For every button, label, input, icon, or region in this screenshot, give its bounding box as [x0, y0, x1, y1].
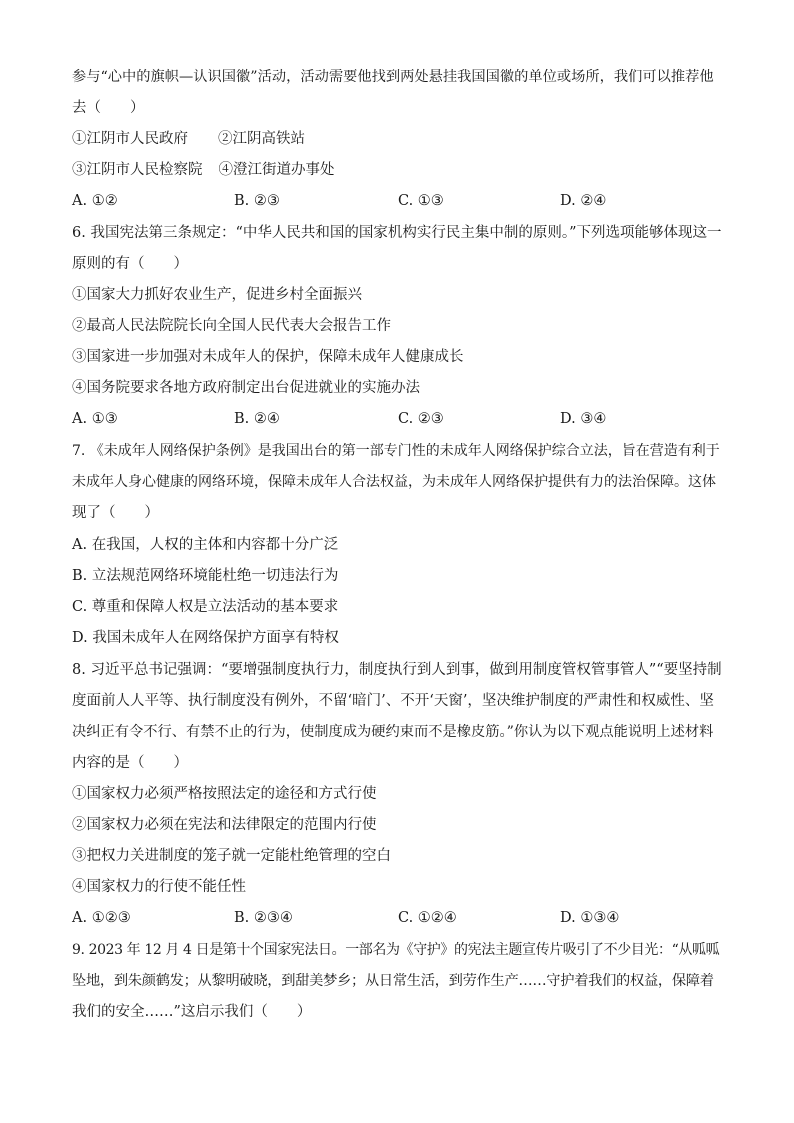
- q5-option-b: B. ②③: [234, 193, 280, 209]
- q5-option-a: A. ①②: [72, 193, 118, 209]
- q9-stem-line-3: 我们的安全……”这启示我们（ ）: [72, 1004, 312, 1020]
- q5-options: [72, 191, 732, 211]
- q6-item-4: ④国务院要求各地方政府制定出台促进就业的实施办法: [72, 380, 420, 396]
- q5-items-line-1: [72, 129, 722, 149]
- q8-stem-line-4: 内容的是（ ）: [72, 755, 188, 771]
- q8-item-4: ④国家权力的行使不能任性: [72, 879, 246, 895]
- q6-item-3: ③国家进一步加强对未成年人的保护，保障未成年人健康成长: [72, 349, 464, 365]
- q8-stem-line-2: 度面前人人平等、执行制度没有例外，不留‘暗门’、不开‘天窗’，坚决维护制度的严肃性和权威性、坚: [72, 693, 714, 709]
- q5-stem-line-2: 去（ ）: [72, 100, 145, 116]
- q5-option-c: C. ①③: [398, 193, 444, 209]
- q7-choice-d: D. 我国未成年人在网络保护方面享有特权: [72, 630, 339, 646]
- q8-option-c: C. ①②④: [398, 910, 457, 926]
- q7-choice-c: C. 尊重和保障人权是立法活动的基本要求: [72, 599, 339, 615]
- q7-stem-line-2: 未成年人身心健康的网络环境，保障未成年人合法权益，为未成年人网络保护提供有力的法治保障。这体: [72, 474, 716, 490]
- q6-option-d: D. ③④: [560, 411, 607, 427]
- q5-stem-line-1: 参与“心中的旗帜—认识国徽”活动，活动需要他找到两处悬挂我国国徽的单位或场所，我们可以推荐他: [72, 69, 714, 85]
- q9-stem-line-2: 坠地，到朱颜鹤发；从黎明破晓，到甜美梦乡；从日常生活，到劳作生产……守护着我们的权益，保障着: [72, 973, 714, 989]
- q6-option-c: C. ②③: [398, 411, 444, 427]
- q5-item-4: ④澄江街道办事处: [218, 162, 335, 178]
- q7-choice-b: B. 立法规范网络环境能杜绝一切违法行为: [72, 568, 339, 584]
- q8-stem-line-3: 决纠正有令不行、有禁不止的行为，使制度成为硬约束而不是橡皮筋。”你认为以下观点能说明上述材料: [72, 724, 714, 740]
- q5-item-1: ①江阴市人民政府: [72, 131, 188, 147]
- q7-stem-line-1: 7. 《未成年人网络保护条例》是我国出台的第一部专门性的未成年人网络保护综合立法，旨在营造有利于: [72, 443, 720, 459]
- q6-stem-line-2: 原则的有（ ）: [72, 256, 188, 272]
- q9-stem-line-1: 9. 2023 年 12 月 4 日是第十个国家宪法日。一部名为《守护》的宪法主题宣传片吸引了不少目光：“从呱呱: [72, 942, 720, 958]
- q5-option-d: D. ②④: [560, 193, 607, 209]
- q7-choice-a: A. 在我国，人权的主体和内容都十分广泛: [72, 537, 339, 553]
- q8-options: [72, 908, 732, 928]
- q6-item-2: ②最高人民法院院长向全国人民代表大会报告工作: [72, 318, 391, 334]
- q6-item-1: ①国家大力抓好农业生产，促进乡村全面振兴: [72, 287, 362, 303]
- q8-stem-line-1: 8. 习近平总书记强调：“要增强制度执行力，制度执行到人到事，做到用制度管权管事管人”“要坚持制: [72, 662, 722, 678]
- q8-item-1: ①国家权力必须严格按照法定的途径和方式行使: [72, 786, 377, 802]
- q5-items-line-2: [72, 160, 722, 180]
- q6-stem-line-1: 6. 我国宪法第三条规定：“中华人民共和国的国家机构实行民主集中制的原则。”下列选项能够体现这一: [72, 225, 722, 241]
- q8-item-3: ③把权力关进制度的笼子就一定能杜绝管理的空白: [72, 848, 391, 864]
- q8-option-a: A. ①②③: [72, 910, 131, 926]
- q7-stem-line-3: 现了（ ）: [72, 505, 159, 521]
- q8-option-b: B. ②③④: [234, 910, 293, 926]
- q6-option-b: B. ②④: [234, 411, 280, 427]
- q6-option-a: A. ①③: [72, 411, 118, 427]
- q6-options: [72, 409, 732, 429]
- q8-option-d: D. ①③④: [560, 910, 620, 926]
- q5-item-3: ③江阴市人民检察院: [72, 162, 203, 178]
- q5-item-2: ②江阴高铁站: [218, 131, 305, 147]
- q8-item-2: ②国家权力必须在宪法和法律限定的范围内行使: [72, 817, 377, 833]
